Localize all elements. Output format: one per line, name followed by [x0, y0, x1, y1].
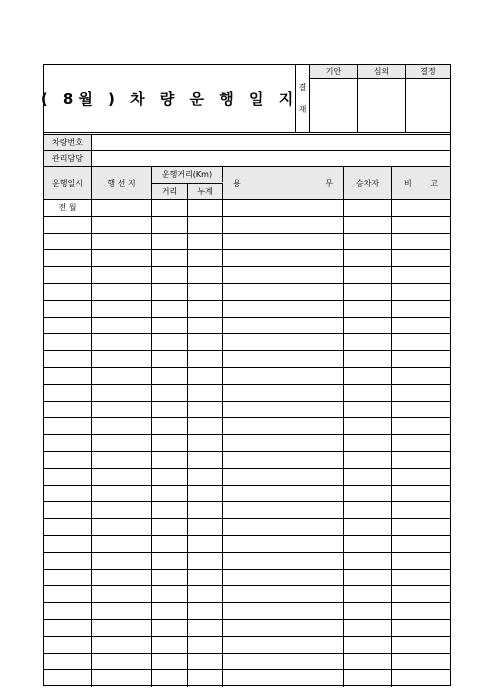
- table-cell: [344, 620, 392, 636]
- table-cell: [44, 670, 92, 687]
- table-cell: [392, 267, 450, 283]
- log-table-header: [44, 166, 450, 200]
- header-distance-group: 운행거리(Km): [152, 167, 223, 182]
- approval-column-decision: [406, 65, 450, 132]
- table-cell: [44, 637, 92, 653]
- table-cell: [152, 334, 188, 350]
- table-cell: [152, 637, 188, 653]
- table-cell: [152, 670, 188, 687]
- table-cell: [152, 402, 188, 418]
- log-table-body: [44, 200, 450, 687]
- table-row: [44, 435, 450, 452]
- table-cell: [188, 200, 223, 216]
- table-row: [44, 586, 450, 603]
- table-cell: [223, 318, 344, 334]
- table-cell: [392, 351, 450, 367]
- table-cell: [92, 402, 152, 418]
- table-cell: [344, 402, 392, 418]
- table-cell: [344, 234, 392, 250]
- table-cell: [152, 502, 188, 518]
- table-cell: [223, 553, 344, 569]
- header-passengers: 승차자: [344, 167, 392, 199]
- table-row: [44, 284, 450, 301]
- table-cell: [152, 603, 188, 619]
- table-cell: [44, 502, 92, 518]
- table-cell: [392, 284, 450, 300]
- table-cell: [344, 469, 392, 485]
- table-cell: [44, 486, 92, 502]
- table-cell: [92, 536, 152, 552]
- table-cell: [223, 502, 344, 518]
- table-cell: [344, 637, 392, 653]
- table-cell: [44, 603, 92, 619]
- table-cell: [223, 654, 344, 670]
- table-cell: [44, 586, 92, 602]
- approval-box: [296, 65, 450, 132]
- table-cell: [344, 334, 392, 350]
- table-cell: [188, 385, 223, 401]
- table-cell: [44, 301, 92, 317]
- page-title: ( 8월 ) 차 량 운 행 일 지: [40, 90, 299, 108]
- table-cell: [223, 217, 344, 233]
- header-distance: 거리: [152, 184, 188, 199]
- table-cell: [152, 654, 188, 670]
- table-cell: [92, 452, 152, 468]
- table-cell: [44, 368, 92, 384]
- table-cell: [44, 351, 92, 367]
- table-cell: [392, 469, 450, 485]
- table-cell: [188, 435, 223, 451]
- table-row: [44, 267, 450, 284]
- table-cell: [188, 620, 223, 636]
- table-cell: [152, 536, 188, 552]
- approval-label: [296, 65, 310, 132]
- table-cell: [223, 469, 344, 485]
- table-cell: [392, 620, 450, 636]
- manager-row: [44, 150, 450, 166]
- table-row: [44, 368, 450, 385]
- table-cell: [392, 234, 450, 250]
- table-row: [44, 603, 450, 620]
- table-row: [44, 452, 450, 469]
- table-cell: [223, 570, 344, 586]
- table-cell: [188, 217, 223, 233]
- table-cell: [223, 418, 344, 434]
- table-cell: [188, 586, 223, 602]
- table-row: [44, 234, 450, 251]
- table-cell: [188, 670, 223, 687]
- table-cell: [152, 586, 188, 602]
- approval-column-review: [358, 65, 406, 132]
- table-cell: [44, 620, 92, 636]
- table-cell: [152, 553, 188, 569]
- table-cell: [392, 301, 450, 317]
- table-cell: [92, 200, 152, 216]
- table-cell: [392, 200, 450, 216]
- table-cell: [344, 318, 392, 334]
- table-cell: [392, 603, 450, 619]
- table-row: [44, 670, 450, 687]
- table-row: [44, 351, 450, 368]
- table-cell: [92, 486, 152, 502]
- table-cell: [152, 351, 188, 367]
- table-cell: [344, 301, 392, 317]
- table-cell: [92, 217, 152, 233]
- table-cell: [92, 368, 152, 384]
- table-cell: [392, 402, 450, 418]
- table-cell: [392, 586, 450, 602]
- table-cell: [44, 267, 92, 283]
- table-cell: [392, 452, 450, 468]
- table-cell: [92, 603, 152, 619]
- table-cell: [152, 200, 188, 216]
- table-cell: [44, 536, 92, 552]
- table-cell: [44, 385, 92, 401]
- table-cell: [344, 586, 392, 602]
- table-cell: [188, 234, 223, 250]
- table-cell: [223, 637, 344, 653]
- table-cell: [344, 418, 392, 434]
- table-cell: [344, 502, 392, 518]
- table-cell: [223, 402, 344, 418]
- table-cell: [92, 502, 152, 518]
- table-cell: [92, 284, 152, 300]
- approval-header-decision: 결정: [406, 65, 450, 79]
- vehicle-number-row: [44, 134, 450, 150]
- manager-label: 관리담당: [44, 151, 92, 166]
- table-cell: [92, 519, 152, 535]
- table-cell: [188, 637, 223, 653]
- table-cell: [152, 519, 188, 535]
- table-cell: [188, 469, 223, 485]
- table-row: [44, 200, 450, 217]
- approval-column-draft: [310, 65, 358, 132]
- table-cell: [152, 435, 188, 451]
- table-row: [44, 385, 450, 402]
- table-row: [44, 553, 450, 570]
- table-cell: [152, 368, 188, 384]
- table-cell: [223, 670, 344, 687]
- table-cell: [188, 351, 223, 367]
- approval-header-draft: 기안: [310, 65, 357, 79]
- table-cell: [44, 217, 92, 233]
- table-cell: [392, 435, 450, 451]
- table-cell: [188, 570, 223, 586]
- table-cell: [152, 250, 188, 266]
- table-cell: [92, 620, 152, 636]
- table-cell: [223, 301, 344, 317]
- table-cell: [152, 217, 188, 233]
- table-row: [44, 486, 450, 503]
- table-cell: [152, 418, 188, 434]
- table-cell: [188, 519, 223, 535]
- header-purpose: [223, 167, 344, 199]
- table-cell: [344, 250, 392, 266]
- title-cell: [40, 65, 299, 132]
- table-cell: [92, 469, 152, 485]
- table-cell: [344, 553, 392, 569]
- table-cell: [44, 435, 92, 451]
- table-cell: [92, 418, 152, 434]
- table-cell: [223, 368, 344, 384]
- header-remarks-right: 고: [430, 178, 438, 188]
- header-date: 운행일시: [44, 167, 92, 199]
- table-cell: [152, 318, 188, 334]
- table-row: [44, 519, 450, 536]
- table-cell: [44, 418, 92, 434]
- table-cell: [344, 200, 392, 216]
- table-cell: [344, 654, 392, 670]
- table-cell: [44, 519, 92, 535]
- table-cell: [344, 486, 392, 502]
- table-row: [44, 301, 450, 318]
- table-cell: [344, 217, 392, 233]
- table-cell: [188, 267, 223, 283]
- table-cell: [344, 267, 392, 283]
- table-row: [44, 502, 450, 519]
- table-cell: [188, 284, 223, 300]
- table-cell: [92, 334, 152, 350]
- table-cell: [223, 234, 344, 250]
- table-cell: [188, 402, 223, 418]
- table-cell: [188, 536, 223, 552]
- table-cell: [152, 234, 188, 250]
- table-cell: [188, 553, 223, 569]
- table-cell: [188, 603, 223, 619]
- table-cell: [392, 519, 450, 535]
- table-cell: [92, 670, 152, 687]
- table-cell: [344, 603, 392, 619]
- table-cell: [392, 536, 450, 552]
- table-cell: [223, 200, 344, 216]
- table-cell: [223, 452, 344, 468]
- table-cell: [152, 469, 188, 485]
- table-row: [44, 654, 450, 671]
- table-cell: [188, 502, 223, 518]
- table-cell: [188, 452, 223, 468]
- table-row: [44, 250, 450, 267]
- table-row: [44, 620, 450, 637]
- table-cell: [44, 654, 92, 670]
- table-row: [44, 418, 450, 435]
- table-cell: [223, 385, 344, 401]
- approval-label-bottom: 재: [298, 104, 307, 114]
- table-cell: [223, 284, 344, 300]
- table-cell: [392, 637, 450, 653]
- table-cell: [92, 435, 152, 451]
- table-cell: [92, 586, 152, 602]
- table-cell: [188, 301, 223, 317]
- table-cell: [344, 536, 392, 552]
- table-cell: [92, 570, 152, 586]
- table-cell: [44, 553, 92, 569]
- table-cell: [392, 368, 450, 384]
- table-cell: [92, 654, 152, 670]
- table-row: [44, 637, 450, 654]
- table-cell: [392, 670, 450, 687]
- table-cell: [392, 334, 450, 350]
- table-row: [44, 469, 450, 486]
- vehicle-number-label: 차량번호: [44, 135, 92, 150]
- table-row: [44, 402, 450, 419]
- table-cell: [392, 654, 450, 670]
- table-cell: [188, 368, 223, 384]
- table-cell: [152, 267, 188, 283]
- table-cell: [223, 486, 344, 502]
- table-cell: [92, 250, 152, 266]
- table-cell: [344, 519, 392, 535]
- table-row: [44, 536, 450, 553]
- table-cell: [392, 217, 450, 233]
- header-cumulative: 누계: [188, 184, 223, 199]
- table-cell: [223, 603, 344, 619]
- table-cell: [92, 351, 152, 367]
- table-cell: [92, 637, 152, 653]
- table-cell: [44, 570, 92, 586]
- vehicle-log-form: [40, 64, 451, 686]
- table-row: [44, 334, 450, 351]
- table-cell: [188, 318, 223, 334]
- table-cell: [152, 385, 188, 401]
- table-cell: [392, 502, 450, 518]
- table-cell: [344, 351, 392, 367]
- previous-month-label: 전 월: [44, 200, 92, 216]
- header-purpose-right: 무: [325, 178, 333, 188]
- table-cell: [223, 586, 344, 602]
- table-cell: [188, 250, 223, 266]
- table-cell: [44, 234, 92, 250]
- table-cell: [92, 234, 152, 250]
- header-purpose-left: 용: [233, 178, 241, 188]
- table-cell: [223, 267, 344, 283]
- table-cell: [152, 284, 188, 300]
- table-row: [44, 217, 450, 234]
- table-cell: [152, 486, 188, 502]
- table-cell: [223, 351, 344, 367]
- table-cell: [152, 301, 188, 317]
- table-cell: [344, 452, 392, 468]
- table-cell: [344, 670, 392, 687]
- table-cell: [44, 250, 92, 266]
- approval-label-top: 결: [298, 82, 307, 92]
- table-cell: [152, 620, 188, 636]
- table-cell: [223, 536, 344, 552]
- table-cell: [44, 318, 92, 334]
- table-cell: [344, 284, 392, 300]
- table-cell: [392, 553, 450, 569]
- table-cell: [223, 334, 344, 350]
- table-row: [44, 318, 450, 335]
- table-cell: [92, 385, 152, 401]
- table-cell: [92, 553, 152, 569]
- table-cell: [223, 620, 344, 636]
- table-cell: [152, 570, 188, 586]
- table-cell: [44, 402, 92, 418]
- table-cell: [223, 519, 344, 535]
- table-cell: [44, 469, 92, 485]
- table-cell: [344, 435, 392, 451]
- table-cell: [188, 654, 223, 670]
- table-cell: [92, 301, 152, 317]
- approval-header-review: 심의: [358, 65, 405, 79]
- table-cell: [392, 385, 450, 401]
- table-cell: [392, 486, 450, 502]
- header-remarks-left: 비: [404, 178, 412, 188]
- table-row: [44, 570, 450, 587]
- table-cell: [344, 570, 392, 586]
- table-cell: [188, 418, 223, 434]
- table-cell: [392, 570, 450, 586]
- table-cell: [188, 334, 223, 350]
- table-cell: [223, 250, 344, 266]
- table-cell: [392, 418, 450, 434]
- table-cell: [44, 334, 92, 350]
- table-cell: [44, 284, 92, 300]
- table-cell: [92, 267, 152, 283]
- table-cell: [344, 385, 392, 401]
- table-cell: [392, 250, 450, 266]
- table-cell: [223, 435, 344, 451]
- table-cell: [152, 452, 188, 468]
- table-cell: [344, 368, 392, 384]
- table-cell: [44, 452, 92, 468]
- table-cell: [392, 318, 450, 334]
- header-destination: 행 선 지: [92, 167, 152, 199]
- table-cell: [92, 318, 152, 334]
- table-cell: [188, 486, 223, 502]
- header-remarks: [392, 167, 450, 199]
